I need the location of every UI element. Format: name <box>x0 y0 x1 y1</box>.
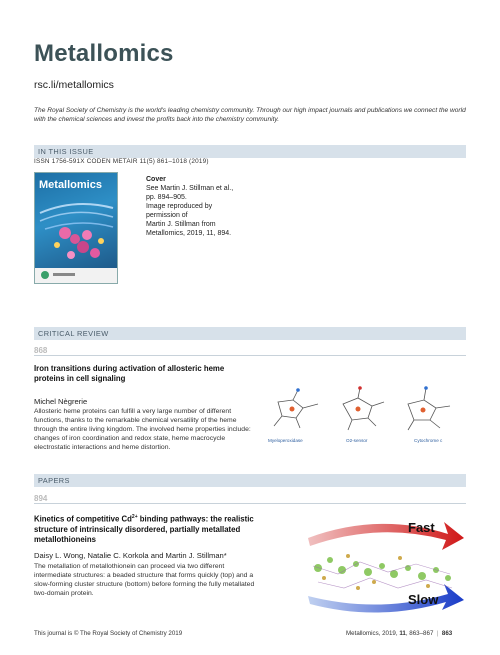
divider <box>34 503 466 504</box>
critical-review-page[interactable]: 868 <box>34 346 48 355</box>
critical-review-title[interactable]: Iron transitions during activation of allosteric heme proteins in cell signaling <box>34 364 225 383</box>
footer-citation <box>346 630 452 637</box>
cover-caption-line-0: See Martin J. Stillman et al., <box>146 185 234 192</box>
footer-page-number: 863 <box>441 630 453 637</box>
section-bar-in-this-issue: IN THIS ISSUE <box>34 145 466 158</box>
footer-citation-volume: 11 <box>399 630 406 637</box>
critical-review-authors: Michel Nègrerie <box>34 397 88 406</box>
figure-slow-label: Slow <box>408 592 439 607</box>
section-bar-critical-review: CRITICAL REVIEW <box>34 327 466 340</box>
cover-caption-line-5: Metallomics, 2019, 11, 894. <box>146 230 232 237</box>
footer-separator: | <box>435 630 441 637</box>
cover-image <box>34 172 118 284</box>
cover-heading: Cover <box>146 176 166 183</box>
metallothionein-figure <box>298 508 468 620</box>
figure-fast-label: Fast <box>408 520 435 535</box>
cover-caption-line-4: Martin J. Stillman from <box>146 221 216 228</box>
papers-title-post: binding pathways: <box>137 514 209 524</box>
journal-url[interactable]: rsc.li/metallomics <box>34 79 114 91</box>
figure-label-1: O2-sensor <box>346 438 368 443</box>
heme-protein-figure <box>268 382 468 446</box>
papers-title-pre: Kinetics of competitive Cd <box>34 514 132 524</box>
papers-title[interactable] <box>34 512 254 545</box>
rsc-blurb: The Royal Society of Chemistry is the world's leading chemistry community. Through our high impact journals and publications we connect the world with the chemical sciences and invest the profits back into the chemistry community. <box>34 107 466 123</box>
cover-caption-line-1: pp. 894–905. <box>146 194 187 201</box>
critical-review-abstract: Allosteric heme proteins can fulfill a very large number of different functions, thanks to the remarkable chemical versatility of the heme through the entire living kingdom. The involved heme properties include: changes of iron coordination and redox state, heme macrocycle electrostatic interactions and heme distortion. <box>34 408 251 451</box>
cover-caption-line-2: Image reproduced by <box>146 203 213 210</box>
papers-title-rest: the realistic structure of intrinsically disordered, partially metallated metallothioneins <box>34 514 254 544</box>
divider <box>34 355 466 356</box>
papers-title-sup: 2+ <box>131 514 138 520</box>
issn-line: ISSN 1756-591X CODEN METAIR 11(5) 861–1018 (2019) <box>34 158 209 165</box>
cover-title: Metallomics <box>39 179 102 191</box>
cover-caption-line-3: permission of <box>146 212 188 219</box>
papers-authors: Daisy L. Wong, Natalie C. Korkola and Martin J. Stillman* <box>34 551 227 560</box>
footer-copyright: This journal is © The Royal Society of Chemistry 2019 <box>34 630 183 637</box>
journal-title: Metallomics <box>34 40 174 67</box>
cover-artwork <box>35 173 117 283</box>
section-bar-papers: PAPERS <box>34 474 466 487</box>
footer-citation-pre: Metallomics, 2019, <box>346 630 400 637</box>
figure-label-2: Cytochrome c <box>414 438 443 443</box>
figure-label-0: Myeloperoxidase <box>268 438 303 443</box>
cover-caption <box>146 175 256 238</box>
papers-page[interactable]: 894 <box>34 494 48 503</box>
papers-abstract: The metallation of metallothionein can proceed via two different intermediate structures: a beaded structure that forms quickly (top) and a slow-forming cluster structure (bottom) before forming the fully metallated two-domain protein. <box>34 563 255 597</box>
footer-citation-post: , 863–867 <box>405 630 434 637</box>
